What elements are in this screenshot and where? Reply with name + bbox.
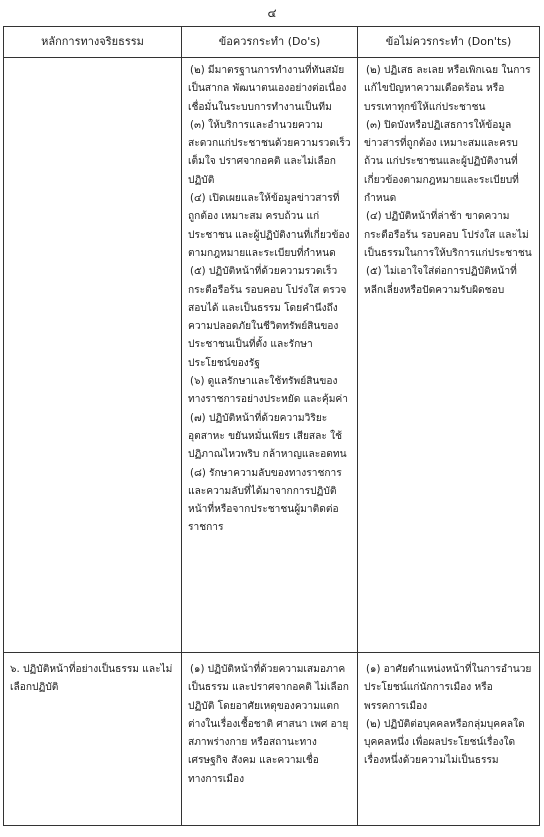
principle-cell: ๖. ปฏิบัติหน้าที่อย่างเป็นธรรม และไม่เลือกปฏิบัติ [4,653,182,826]
dos-item: (๕) ปฏิบัติหน้าที่ด้วยความรวดเร็ว กระตือรือร้น รอบคอบ โปร่งใส ตรวจสอบได้ และเป็นธรรม โดยคำนึงถึงความปลอดภัยในชีวิตทรัพย์สินของประชาชนเป็นที่ตั้ง และรักษาประโยชน์ของรัฐ [188,266,347,369]
donts-item: (๒) ปฏิบัติต่อบุคคลหรือกลุ่มบุคคลใดบุคคลหนึ่ง เพื่อผลประโยชน์เรื่องใดเรื่องหนึ่งด้วยความไม่เป็นธรรม [364,718,525,767]
donts-item: (๔) ปฏิบัติหน้าที่ล่าช้า ขาดความกระตือรือร้น รอบคอบ โปร่งใส และไม่เป็นธรรมในการให้บริการแก่ประชาชน [364,211,532,259]
header-donts: ข้อไม่ควรกระทำ (Don'ts) [358,27,540,58]
principle-cell [4,58,182,653]
donts-item: (๒) ปฏิเสธ ละเลย หรือเพิกเฉย ในการแก้ไขปัญหาความเดือดร้อน หรือบรรเทาทุกข์ให้แก่ประชาชน [364,65,531,113]
table-header-row [4,27,540,58]
dos-item: (๔) เปิดเผยและให้ข้อมูลข่าวสารที่ถูกต้อง เหมาะสม ครบถ้วน แก่ประชาชน และผู้ปฏิบัติงานที่เกี่ยวข้องตามกฎหมายและระเบียบที่กำหนด [188,193,350,259]
donts-cell [358,653,540,826]
ethics-table [3,26,540,826]
donts-item: (๑) อาศัยตำแหน่งหน้าที่ในการอำนวยประโยชน์แก่นักการเมือง หรือพรรคการเมือง [364,664,532,712]
dos-item: (๗) ปฏิบัติหน้าที่ด้วยความวิริยะ อุตสาหะ ขยันหมั่นเพียร เสียสละ ใช้ปฏิภาณไหวพริบ กล้าหาญและอดทน [188,412,347,461]
dos-item: (๘) รักษาความลับของทางราชการ และความลับที่ได้มาจากการปฏิบัติหน้าที่หรือจากประชาชนผู้มาติดต่อราชการ [188,467,342,534]
dos-item: (๖) ดูแลรักษาและใช้ทรัพย์สินของทางราชการอย่างประหยัด และคุ้มค่า [188,376,348,406]
dos-cell [182,58,358,653]
dos-item: (๓) ให้บริการและอำนวยความสะดวกแก่ประชาชนด้วยความรวดเร็ว เต็มใจ ปราศจากอคติ และไม่เลือกปฏิบัติ [188,119,351,186]
donts-item: (๕) ไม่เอาใจใส่ต่อการปฏิบัติหน้าที่ หลีกเลี่ยงหรือปัดความรับผิดชอบ [364,266,517,296]
dos-item: (๒) มีมาตรฐานการทำงานที่ทันสมัย เป็นสากล พัฒนาตนเองอย่างต่อเนื่อง เชื่อมั่นในระบบการทำงานเป็นทีม [188,65,347,113]
table-row [4,653,540,826]
page-number: ๔ [267,6,277,20]
dos-item: (๑) ปฏิบัติหน้าที่ด้วยความเสมอภาค เป็นธรรม และปราศจากอคติ ไม่เลือกปฏิบัติ โดยอาศัยเหตุของความแตกต่างในเรื่องเชื้อชาติ ศาสนา เพศ อายุ สภาพร่างกาย หรือสถานะทางเศรษฐกิจ สังคม และความเชื่อทางการเมือง [188,664,349,785]
dos-cell [182,653,358,826]
donts-item: (๓) ปิดบังหรือปฏิเสธการให้ข้อมูลข่าวสารที่ถูกต้อง เหมาะสมและครบถ้วน แก่ประชาชนและผู้ปฏิบัติงานที่เกี่ยวข้องตามกฎหมายและระเบียบที่กำหนด [364,119,519,205]
header-dos: ข้อควรกระทำ (Do's) [182,27,358,58]
donts-cell [358,58,540,653]
header-principle: หลักการทางจริยธรรม [4,27,182,58]
table-row [4,58,540,653]
